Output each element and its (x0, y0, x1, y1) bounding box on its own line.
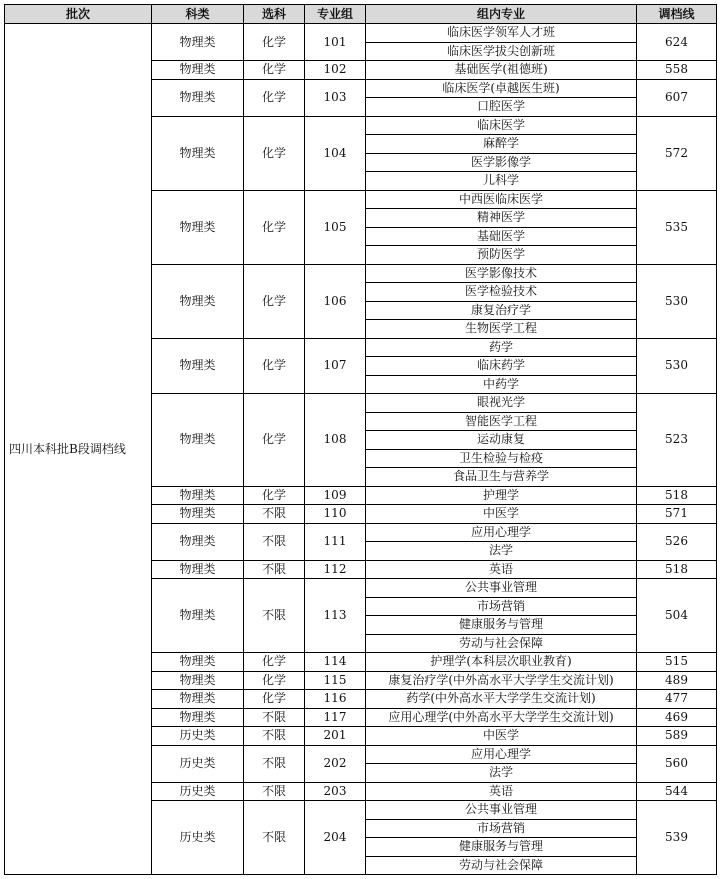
score-cell: 530 (637, 264, 717, 338)
major-cell: 英语 (366, 782, 637, 801)
major-cell: 生物医学工程 (366, 320, 637, 339)
score-cell: 504 (637, 579, 717, 653)
category-cell: 历史类 (152, 745, 244, 782)
category-cell: 物理类 (152, 394, 244, 487)
subject-cell: 化学 (244, 264, 305, 338)
group-cell: 105 (305, 190, 366, 264)
group-cell: 107 (305, 338, 366, 394)
category-cell: 历史类 (152, 801, 244, 875)
major-cell: 运动康复 (366, 431, 637, 450)
score-cell: 477 (637, 690, 717, 709)
major-cell: 医学影像学 (366, 153, 637, 172)
major-cell: 临床医学拔尖创新班 (366, 42, 637, 61)
category-cell: 物理类 (152, 338, 244, 394)
subject-cell: 化学 (244, 116, 305, 190)
major-cell: 临床药学 (366, 357, 637, 376)
major-cell: 法学 (366, 764, 637, 783)
score-cell: 572 (637, 116, 717, 190)
table-row (5, 24, 717, 43)
group-cell: 103 (305, 79, 366, 116)
category-cell: 历史类 (152, 727, 244, 746)
major-cell: 法学 (366, 542, 637, 561)
score-cell: 518 (637, 486, 717, 505)
major-cell: 中药学 (366, 375, 637, 394)
major-cell: 中西医临床医学 (366, 190, 637, 209)
subject-cell: 化学 (244, 486, 305, 505)
score-cell: 518 (637, 560, 717, 579)
group-cell: 116 (305, 690, 366, 709)
subject-cell: 化学 (244, 690, 305, 709)
score-cell: 489 (637, 671, 717, 690)
major-cell: 市场营销 (366, 597, 637, 616)
category-cell: 物理类 (152, 653, 244, 672)
header-group: 专业组 (305, 5, 366, 24)
group-cell: 108 (305, 394, 366, 487)
category-cell: 物理类 (152, 671, 244, 690)
group-cell: 113 (305, 579, 366, 653)
score-cell: 571 (637, 505, 717, 524)
group-cell: 203 (305, 782, 366, 801)
category-cell: 物理类 (152, 690, 244, 709)
category-cell: 物理类 (152, 264, 244, 338)
major-cell: 护理学 (366, 486, 637, 505)
major-cell: 口腔医学 (366, 98, 637, 117)
major-cell: 健康服务与管理 (366, 616, 637, 635)
major-cell: 儿科学 (366, 172, 637, 191)
subject-cell: 化学 (244, 190, 305, 264)
group-cell: 115 (305, 671, 366, 690)
table-body (5, 24, 717, 875)
subject-cell: 不限 (244, 727, 305, 746)
major-cell: 临床医学领军人才班 (366, 24, 637, 43)
category-cell: 物理类 (152, 560, 244, 579)
major-cell: 劳动与社会保障 (366, 634, 637, 653)
group-cell: 112 (305, 560, 366, 579)
subject-cell: 化学 (244, 671, 305, 690)
major-cell: 劳动与社会保障 (366, 856, 637, 875)
category-cell: 物理类 (152, 486, 244, 505)
major-cell: 药学 (366, 338, 637, 357)
major-cell: 护理学(本科层次职业教育) (366, 653, 637, 672)
subject-cell: 化学 (244, 24, 305, 61)
category-cell: 物理类 (152, 523, 244, 560)
subject-cell: 不限 (244, 745, 305, 782)
header-subject: 选科 (244, 5, 305, 24)
major-cell: 医学影像技术 (366, 264, 637, 283)
group-cell: 102 (305, 61, 366, 80)
subject-cell: 化学 (244, 394, 305, 487)
group-cell: 109 (305, 486, 366, 505)
category-cell: 物理类 (152, 708, 244, 727)
major-cell: 药学(中外高水平大学学生交流计划) (366, 690, 637, 709)
major-cell: 基础医学 (366, 227, 637, 246)
category-cell: 物理类 (152, 24, 244, 61)
major-cell: 预防医学 (366, 246, 637, 265)
subject-cell: 不限 (244, 801, 305, 875)
major-cell: 临床医学 (366, 116, 637, 135)
score-cell: 560 (637, 745, 717, 782)
major-cell: 智能医学工程 (366, 412, 637, 431)
major-cell: 卫生检验与检疫 (366, 449, 637, 468)
header-majors: 组内专业 (366, 5, 637, 24)
group-cell: 117 (305, 708, 366, 727)
category-cell: 物理类 (152, 116, 244, 190)
subject-cell: 不限 (244, 560, 305, 579)
score-cell: 515 (637, 653, 717, 672)
score-cell: 589 (637, 727, 717, 746)
group-cell: 101 (305, 24, 366, 61)
category-cell: 物理类 (152, 505, 244, 524)
group-cell: 106 (305, 264, 366, 338)
subject-cell: 化学 (244, 653, 305, 672)
subject-cell: 不限 (244, 708, 305, 727)
score-cell: 558 (637, 61, 717, 80)
major-cell: 基础医学(祖德班) (366, 61, 637, 80)
major-cell: 康复治疗学 (366, 301, 637, 320)
major-cell: 公共事业管理 (366, 579, 637, 598)
category-cell: 物理类 (152, 61, 244, 80)
batch-cell: 四川本科批B段调档线 (5, 24, 152, 875)
major-cell: 健康服务与管理 (366, 838, 637, 857)
score-cell: 530 (637, 338, 717, 394)
major-cell: 中医学 (366, 505, 637, 524)
category-cell: 历史类 (152, 782, 244, 801)
major-cell: 临床医学(卓越医生班) (366, 79, 637, 98)
major-cell: 康复治疗学(中外高水平大学学生交流计划) (366, 671, 637, 690)
major-cell: 应用心理学 (366, 745, 637, 764)
major-cell: 医学检验技术 (366, 283, 637, 302)
header-category: 科类 (152, 5, 244, 24)
admission-score-table (4, 4, 717, 875)
subject-cell: 化学 (244, 338, 305, 394)
header-batch: 批次 (5, 5, 152, 24)
major-cell: 中医学 (366, 727, 637, 746)
subject-cell: 化学 (244, 61, 305, 80)
score-cell: 526 (637, 523, 717, 560)
score-cell: 535 (637, 190, 717, 264)
category-cell: 物理类 (152, 79, 244, 116)
category-cell: 物理类 (152, 190, 244, 264)
major-cell: 应用心理学(中外高水平大学学生交流计划) (366, 708, 637, 727)
major-cell: 食品卫生与营养学 (366, 468, 637, 487)
score-cell: 523 (637, 394, 717, 487)
subject-cell: 不限 (244, 782, 305, 801)
major-cell: 市场营销 (366, 819, 637, 838)
score-cell: 469 (637, 708, 717, 727)
major-cell: 应用心理学 (366, 523, 637, 542)
major-cell: 英语 (366, 560, 637, 579)
group-cell: 114 (305, 653, 366, 672)
score-cell: 607 (637, 79, 717, 116)
group-cell: 202 (305, 745, 366, 782)
header-row (5, 5, 717, 24)
score-cell: 544 (637, 782, 717, 801)
major-cell: 公共事业管理 (366, 801, 637, 820)
subject-cell: 不限 (244, 523, 305, 560)
score-cell: 624 (637, 24, 717, 61)
subject-cell: 化学 (244, 79, 305, 116)
major-cell: 精神医学 (366, 209, 637, 228)
major-cell: 眼视光学 (366, 394, 637, 413)
header-score: 调档线 (637, 5, 717, 24)
group-cell: 204 (305, 801, 366, 875)
group-cell: 201 (305, 727, 366, 746)
category-cell: 物理类 (152, 579, 244, 653)
group-cell: 111 (305, 523, 366, 560)
group-cell: 104 (305, 116, 366, 190)
score-cell: 539 (637, 801, 717, 875)
subject-cell: 不限 (244, 579, 305, 653)
group-cell: 110 (305, 505, 366, 524)
subject-cell: 不限 (244, 505, 305, 524)
major-cell: 麻醉学 (366, 135, 637, 154)
